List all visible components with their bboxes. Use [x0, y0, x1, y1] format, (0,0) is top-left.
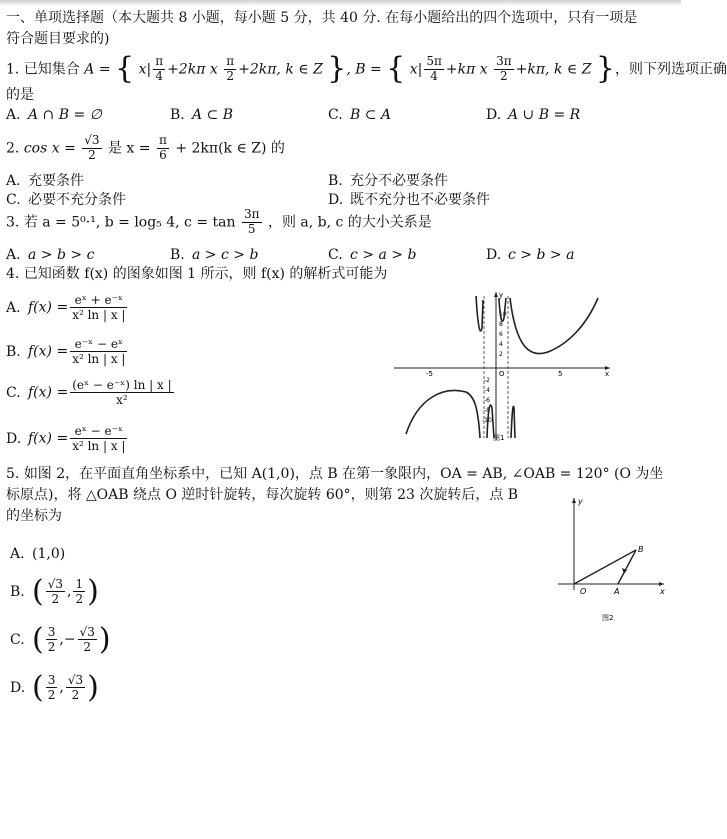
top-crop-edge	[0, 0, 681, 6]
set-b-term: +kπ, k ∈ Z	[515, 61, 592, 78]
question-stem: 如图 2，在平面直角坐标系中，已知 A(1,0)，点 B 在第一象限内，OA = AB, ∠OAB = 120° (O 为坐	[23, 466, 664, 482]
question-number: 3.	[6, 214, 20, 231]
option-a[interactable]: A. A ∩ B = ∅	[6, 107, 102, 123]
y-tick: -6	[484, 397, 490, 404]
question-3	[6, 208, 432, 237]
option-c[interactable]: C. f(x) = $\frac{\text{(eˣ − e⁻ˣ) ln | x |}}{\text{x²}}$	[6, 378, 172, 407]
point-b-label: B	[638, 545, 644, 554]
y-tick: 2	[499, 351, 503, 358]
point-a-label: A	[614, 587, 620, 596]
y-tick: -8	[484, 407, 490, 414]
set-a-term: +2kπ x	[167, 61, 218, 78]
left-brace: {	[115, 51, 135, 86]
section-title: 一、单项选择题（本大题共 8 小题，每小题 5 分，共 40 分. 在每小题给出的四个选项中，只有一项是	[6, 10, 638, 26]
fraction: $\frac{5\pi}{4}$	[426, 53, 442, 83]
y-tick: 4	[499, 341, 503, 348]
question-5	[6, 466, 663, 482]
fraction: $\frac{√3}{2}$	[84, 133, 100, 162]
left-brace: {	[386, 51, 406, 86]
origin-label: O	[499, 370, 505, 378]
x-axis-label: x	[605, 370, 610, 378]
question-1: 1. 已知集合 A = { x| $\frac{\pi}{4}$ +2kπ x $\frac{\pi}{2}$ +2kπ, k ∈ Z }, B = { x| $\frac{5\pi}{4}$ +kπ x $\frac{3\pi}{2}$ +kπ, k ∈ Z }，则下列选项正确	[6, 51, 727, 86]
y-tick: -10	[482, 417, 492, 424]
figure-2-graph	[552, 492, 672, 627]
question-1-cont: 的是	[6, 87, 34, 103]
y-tick: -4	[484, 387, 490, 394]
option-b[interactable]: B. a > c > b	[170, 247, 259, 263]
option-a[interactable]: A. f(x) = $\frac{\text{eˣ + e⁻ˣ}}{\text{x² ln | x |}}$	[6, 293, 126, 322]
option-b[interactable]: B. ( $\frac{√3}{2}$ , $\frac{1}{2}$ )	[10, 574, 99, 609]
set-a-lhs: A =	[84, 61, 111, 78]
question-2	[6, 134, 285, 163]
fraction: $\frac{3\pi}{2}$	[496, 53, 512, 83]
question-4	[6, 266, 387, 282]
curve-right-lower	[511, 406, 515, 438]
question-stem: 是 x =	[107, 140, 151, 157]
question-number: 5.	[6, 466, 20, 482]
option-c[interactable]: C. c > a > b	[328, 247, 417, 263]
option-a[interactable]: A. a > b > c	[6, 247, 95, 263]
x-axis-label: x	[660, 587, 665, 596]
option-a[interactable]: A. 充要条件	[6, 173, 84, 189]
option-c[interactable]: C. B ⊂ A	[328, 107, 392, 123]
right-brace: }	[327, 51, 347, 86]
question-number: 1.	[6, 61, 20, 78]
question-5-line2: 标原点)，将 △OAB 绕点 O 逆时针旋转，每次旋转 60°，则第 23 次旋转后，点 B	[6, 487, 519, 503]
fraction: $\frac{\pi}{6}$	[158, 133, 167, 162]
question-stem-end: ，则 a, b, c 的大小关系是	[267, 214, 432, 231]
option-a[interactable]: A. (1,0)	[10, 546, 66, 562]
fraction: $\frac{3\pi}{5}$	[243, 207, 260, 236]
question-stem-end: ，则下列选项正确	[614, 61, 727, 78]
option-d[interactable]: D. c > b > a	[486, 247, 575, 263]
option-c[interactable]: C. ( $\frac{3}{2}$ ,− $\frac{√3}{2}$ )	[10, 622, 111, 657]
question-number: 2.	[6, 140, 20, 157]
set-b-lhs: , B =	[346, 61, 382, 78]
question-stem-end: + 2kπ(k ∈ Z) 的	[175, 140, 285, 157]
option-d[interactable]: D. 既不充分也不必要条件	[328, 192, 490, 208]
right-brace: }	[595, 51, 615, 86]
figure-caption: 图2	[602, 614, 614, 622]
x-tick: 5	[558, 370, 563, 378]
question-stem: 已知函数 f(x) 的图象如图 1 所示，则 f(x) 的解析式可能为	[23, 266, 388, 282]
y-tick: 10	[499, 311, 507, 318]
y-tick: 8	[499, 321, 503, 328]
option-d[interactable]: D. ( $\frac{3}{2}$ , $\frac{√3}{2}$ )	[10, 670, 99, 705]
option-d[interactable]: D. f(x) = $\frac{\text{eˣ − e⁻ˣ}}{\text{x² ln | x |}}$	[6, 424, 126, 453]
option-b[interactable]: B. A ⊂ B	[170, 107, 234, 123]
curve-left-lower	[406, 391, 480, 438]
option-d[interactable]: D. A ∪ B = R	[486, 107, 581, 123]
fraction: $\frac{\pi}{4}$	[155, 53, 164, 83]
section-title-cont: 符合题目要求的)	[6, 31, 110, 47]
cos-expression: cos x =	[23, 140, 76, 157]
question-5-line3: 的坐标为	[6, 508, 62, 524]
curve-left-upper	[476, 296, 483, 331]
curve-right-upper	[510, 298, 598, 354]
y-tick: 6	[499, 331, 503, 338]
figure-1-graph	[388, 288, 614, 446]
set-a-term: +2kπ, k ∈ Z	[238, 61, 323, 78]
question-number: 4.	[6, 266, 20, 282]
x-tick: -5	[426, 370, 433, 378]
y-axis-label: y	[499, 291, 504, 299]
y-axis-label: y	[578, 497, 583, 506]
question-stem: 若 a = 5⁰·¹, b = log₅ 4, c = tan	[23, 214, 236, 231]
set-b-term: +kπ x	[445, 61, 488, 78]
figure-caption: 图1	[493, 434, 505, 442]
option-b[interactable]: B. 充分不必要条件	[328, 173, 448, 189]
fraction: $\frac{\pi}{2}$	[226, 53, 235, 83]
option-b[interactable]: B. f(x) = $\frac{\text{e⁻ˣ − eˣ}}{\text{x² ln | x |}}$	[6, 337, 126, 366]
origin-label: O	[580, 587, 587, 596]
y-tick: -2	[484, 377, 490, 384]
question-stem: 已知集合	[23, 61, 80, 78]
option-c[interactable]: C. 必要不充分条件	[6, 192, 126, 208]
